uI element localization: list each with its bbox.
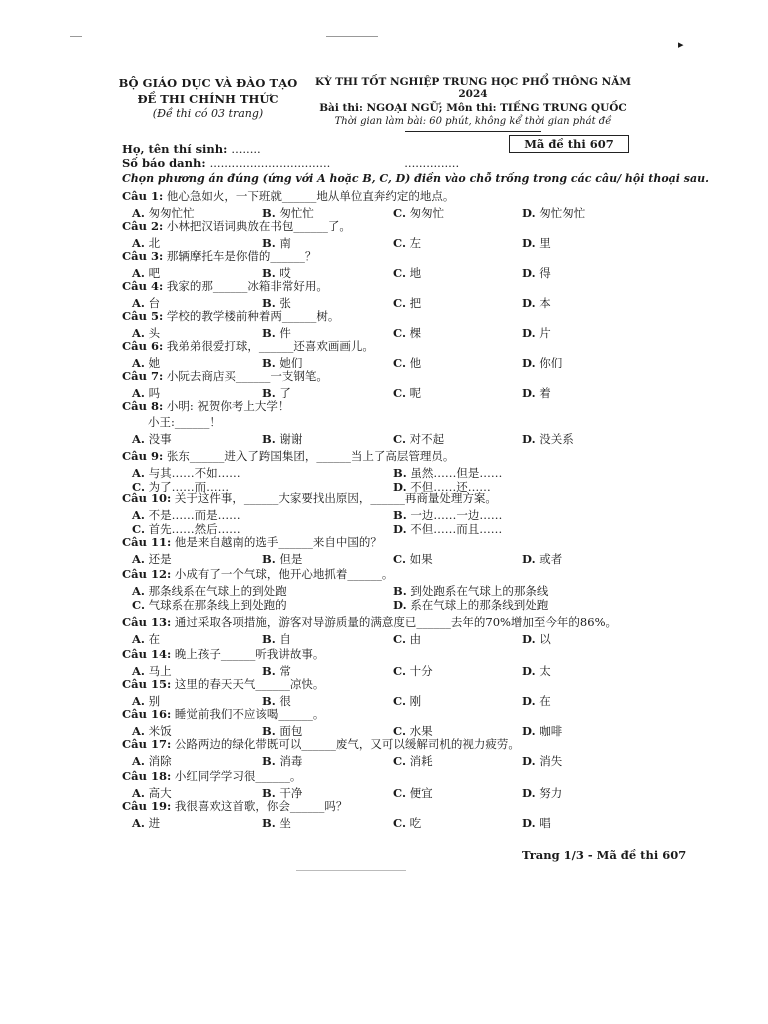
question-text: 小红同学学习很______。 [174, 769, 302, 783]
header-rule [405, 131, 541, 132]
option-letter: D. [522, 754, 536, 768]
question-text-line2: 小王:______！ [148, 415, 221, 429]
option-letter: A. [132, 508, 145, 522]
answer-options [122, 551, 652, 565]
option-letter: B. [262, 326, 276, 340]
option-letter: D. [522, 236, 536, 250]
option-text: 由 [409, 632, 422, 646]
ministry-header [118, 76, 298, 120]
option-text: 你们 [539, 356, 563, 370]
question-text: 小林把汉语词典放在书包______了。 [166, 219, 351, 233]
answer-options [122, 815, 652, 829]
option-letter: B. [262, 386, 276, 400]
option-letter: A. [132, 694, 145, 708]
option-text: 吃 [409, 816, 422, 830]
option-text: 以 [539, 632, 551, 646]
option-letter: C. [393, 754, 406, 768]
option-letter: A. [132, 466, 145, 480]
option-text: 不但……而且…… [410, 522, 503, 536]
option-letter: A. [132, 664, 145, 678]
option-text: 那条线系在气球上的到处跑 [148, 584, 287, 598]
option-text: 系在气球上的那条线到处跑 [410, 598, 549, 612]
option-text: 匆匆忙忙 [148, 206, 195, 220]
option-text: 虽然……但是…… [410, 466, 503, 480]
question-number: Câu 9: [122, 449, 164, 463]
option-letter: A. [132, 266, 145, 280]
option-text: 把 [409, 296, 422, 310]
option-text: 为了……而…… [148, 480, 230, 494]
question-line [122, 768, 652, 784]
option-letter: D. [522, 386, 536, 400]
question-text: 我弟弟很爱打球，______还喜欢画画儿。 [166, 339, 374, 353]
option-text: 气球系在那条线上到处跑的 [148, 598, 287, 612]
option-letter: B. [262, 786, 276, 800]
option-c[interactable] [393, 431, 444, 447]
question-line [122, 798, 652, 814]
question-line [122, 646, 652, 662]
option-c[interactable] [393, 815, 421, 831]
option-letter: D. [522, 296, 536, 310]
question-text: 学校的教学楼前种着两______树。 [166, 309, 340, 323]
pages-note: (Đề thi có 03 trang) [152, 107, 264, 120]
question-item [122, 676, 652, 707]
option-d[interactable] [522, 631, 551, 647]
question-text: 小成有了一个气球，他开心地抓着______。 [174, 567, 394, 581]
exam-header [312, 76, 634, 132]
option-text: 头 [148, 326, 161, 340]
question-text: 通过采取各项措施，游客对导游质量的满意度已______去年的70%增加至今年的86%。 [174, 615, 617, 629]
answer-options [122, 465, 652, 493]
answer-options [122, 753, 652, 767]
question-number: Câu 1: [122, 189, 164, 203]
answer-options [122, 631, 652, 645]
option-letter: C. [393, 552, 406, 566]
question-line [122, 490, 652, 506]
question-number: Câu 15: [122, 677, 172, 691]
option-text: 在 [148, 632, 161, 646]
option-text: 或者 [539, 552, 563, 566]
question-line [122, 218, 652, 234]
option-text: 很 [279, 694, 291, 708]
option-text: 件 [279, 326, 291, 340]
option-letter: A. [132, 432, 145, 446]
option-text: 消失 [539, 754, 563, 768]
option-text: 哎 [279, 266, 291, 280]
option-letter: C. [393, 296, 406, 310]
candidate-extra-field: ............... [404, 156, 460, 170]
option-letter: B. [262, 632, 276, 646]
option-text: 棵 [409, 326, 422, 340]
option-letter: D. [522, 664, 536, 678]
option-a[interactable] [132, 815, 160, 831]
option-text: 他 [409, 356, 422, 370]
option-letter: C. [393, 266, 406, 280]
option-letter: B. [262, 236, 276, 250]
option-letter: B. [262, 432, 276, 446]
option-letter: B. [393, 466, 407, 480]
option-text: 刚 [409, 694, 422, 708]
question-item [122, 490, 652, 535]
option-text: 对不起 [409, 432, 445, 446]
option-b[interactable] [262, 551, 302, 567]
question-item [122, 798, 652, 829]
question-text: 那辆摩托车是你借的______？ [166, 249, 317, 263]
option-letter: B. [262, 694, 276, 708]
option-letter: C. [393, 356, 406, 370]
option-a[interactable] [132, 551, 172, 567]
option-letter: C. [393, 432, 406, 446]
answer-options [122, 265, 652, 279]
scan-corner-mark: ▸ [678, 38, 684, 51]
answer-options [122, 295, 652, 309]
question-line [122, 614, 652, 630]
answer-options [122, 385, 652, 399]
option-text: 谢谢 [279, 432, 303, 446]
option-letter: B. [393, 508, 407, 522]
option-letter: C. [132, 598, 145, 612]
question-number: Câu 4: [122, 279, 164, 293]
answer-options [122, 235, 652, 249]
option-text: 如果 [409, 552, 433, 566]
question-text: 我很喜欢这首歌，你会______吗？ [174, 799, 348, 813]
question-line [122, 566, 652, 582]
option-text: 着 [539, 386, 551, 400]
answer-options [122, 663, 652, 677]
exam-subject: Bài thi: NGOẠI NGỮ; Môn thi: TIẾNG TRUNG QUỐC [319, 102, 627, 114]
option-text: 太 [539, 664, 551, 678]
question-line [122, 398, 652, 414]
option-text: 别 [148, 694, 161, 708]
option-letter: D. [522, 694, 536, 708]
option-text: 与其……不如…… [148, 466, 241, 480]
option-text: 不是……而是…… [148, 508, 241, 522]
option-text: 进 [148, 816, 161, 830]
question-line [122, 308, 652, 324]
option-letter: C. [393, 386, 406, 400]
question-item [122, 646, 652, 677]
answer-options [122, 325, 652, 339]
question-number: Câu 16: [122, 707, 172, 721]
option-b[interactable] [262, 753, 302, 769]
question-line [122, 368, 652, 384]
question-item [122, 534, 652, 565]
question-text: 小阮去商店买______一支钢笔。 [166, 369, 328, 383]
question-number: Câu 12: [122, 567, 172, 581]
option-text: 匆匆忙 [409, 206, 445, 220]
answer-options [122, 205, 652, 219]
option-letter: B. [262, 664, 276, 678]
option-letter: A. [132, 206, 145, 220]
candidate-name-field: ........ [231, 142, 261, 156]
option-text: 消毒 [279, 754, 303, 768]
option-letter: C. [393, 664, 406, 678]
option-letter: A. [132, 326, 145, 340]
option-text: 还是 [148, 552, 172, 566]
option-text: 台 [148, 296, 161, 310]
option-letter: D. [393, 480, 407, 494]
option-text: 北 [148, 236, 161, 250]
option-letter: A. [132, 816, 145, 830]
question-item [122, 566, 652, 611]
option-letter: A. [132, 786, 145, 800]
question-number: Câu 17: [122, 737, 172, 751]
option-text: 里 [539, 236, 551, 250]
question-number: Câu 8: [122, 399, 164, 413]
question-item [122, 706, 652, 737]
question-line [122, 338, 652, 354]
option-letter: D. [393, 598, 407, 612]
option-a[interactable] [132, 753, 172, 769]
question-line [122, 248, 652, 264]
option-text: 在 [539, 694, 551, 708]
option-text: 张 [279, 296, 291, 310]
option-text: 十分 [409, 664, 433, 678]
question-item [122, 768, 652, 799]
option-text: 唱 [539, 816, 551, 830]
option-letter: B. [262, 296, 276, 310]
option-letter: A. [132, 296, 145, 310]
question-item [122, 448, 652, 493]
option-d[interactable] [522, 551, 562, 567]
question-text: 他是来自越南的选手______来自中国的？ [174, 535, 382, 549]
option-letter: C. [393, 326, 406, 340]
option-text: 面包 [279, 724, 303, 738]
question-number: Câu 10: [122, 491, 172, 505]
candidate-name-row [122, 142, 261, 156]
question-item [122, 278, 652, 309]
answer-options [122, 355, 652, 369]
question-text: 张东______进入了跨国集团，______当上了高层管理员。 [166, 449, 455, 463]
option-letter: A. [132, 724, 145, 738]
option-text: 自 [279, 632, 291, 646]
question-text: 这里的春天天气______凉快。 [174, 677, 325, 691]
answer-options [122, 583, 652, 611]
option-letter: C. [393, 724, 406, 738]
exam-title: KỲ THI TỐT NGHIỆP TRUNG HỌC PHỔ THÔNG NĂM 2024 [314, 76, 632, 100]
option-letter: A. [132, 356, 145, 370]
question-number: Câu 18: [122, 769, 172, 783]
question-line [122, 676, 652, 692]
question-item [122, 188, 652, 219]
question-line [122, 278, 652, 294]
question-text: 公路两边的绿化带既可以______废气，又可以缓解司机的视力疲劳。 [174, 737, 520, 751]
question-line [122, 534, 652, 550]
question-line [122, 736, 652, 752]
option-text: 水果 [409, 724, 433, 738]
option-text: 没事 [148, 432, 172, 446]
option-letter: A. [132, 754, 145, 768]
question-text: 睡觉前我们不应该喝______。 [174, 707, 325, 721]
option-text: 努力 [539, 786, 563, 800]
option-c[interactable] [393, 551, 433, 567]
answer-options [122, 785, 652, 799]
option-text: 地 [409, 266, 422, 280]
option-text: 片 [539, 326, 551, 340]
option-a[interactable] [132, 431, 172, 447]
answer-options [122, 507, 652, 535]
question-text: 晚上孩子______听我讲故事。 [174, 647, 325, 661]
ministry-name: BỘ GIÁO DỤC VÀ ĐÀO TẠO [118, 76, 298, 90]
option-letter: C. [132, 522, 145, 536]
option-c[interactable] [393, 631, 421, 647]
option-letter: B. [262, 724, 276, 738]
exam-time: Thời gian làm bài: 60 phút, không kể thời gian phát đề [334, 116, 612, 127]
option-text: 不但……还…… [410, 480, 491, 494]
option-text: 到处跑系在气球上的那条线 [410, 584, 549, 598]
question-item [122, 736, 652, 767]
answer-options [122, 723, 652, 737]
option-letter: D. [522, 432, 536, 446]
option-letter: A. [132, 236, 145, 250]
option-b[interactable] [262, 431, 302, 447]
option-text: 干净 [279, 786, 303, 800]
option-text: 米饭 [148, 724, 172, 738]
option-letter: A. [132, 584, 145, 598]
option-letter: C. [393, 694, 406, 708]
option-letter: A. [132, 552, 145, 566]
option-letter: C. [393, 236, 406, 250]
option-text: 便宜 [409, 786, 433, 800]
candidate-id-field: ................................. [209, 156, 331, 170]
option-letter: B. [262, 552, 276, 566]
option-letter: D. [522, 326, 536, 340]
answer-options [122, 431, 652, 445]
question-number: Câu 6: [122, 339, 164, 353]
option-text: 没关系 [539, 432, 574, 446]
option-text: 消耗 [409, 754, 433, 768]
option-text: 马上 [148, 664, 172, 678]
answer-options [122, 693, 652, 707]
option-letter: C. [393, 206, 406, 220]
question-item [122, 614, 652, 645]
option-text: 常 [279, 664, 291, 678]
candidate-name-label: Họ, tên thí sinh: [122, 142, 228, 156]
question-number: Câu 3: [122, 249, 164, 263]
question-text: 他心急如火，一下班就______地从单位直奔约定的地点。 [166, 189, 455, 203]
option-c[interactable] [393, 753, 433, 769]
question-number: Câu 11: [122, 535, 172, 549]
option-text: 坐 [279, 816, 291, 830]
question-number: Câu 7: [122, 369, 164, 383]
question-line [122, 188, 652, 204]
option-letter: B. [262, 816, 276, 830]
question-text: 关于这件事，______大家要找出原因，______再商量处理方案。 [174, 491, 497, 505]
option-letter: D. [522, 816, 536, 830]
option-text: 了 [279, 386, 291, 400]
option-letter: D. [522, 724, 536, 738]
option-letter: C. [393, 632, 406, 646]
option-letter: C. [393, 816, 406, 830]
option-letter: C. [132, 480, 145, 494]
candidate-id-label: Số báo danh: [122, 156, 206, 170]
question-text: 我家的那______冰箱非常好用。 [166, 279, 328, 293]
option-text: 但是 [279, 552, 303, 566]
instruction: Chọn phương án đúng (ứng với A hoặc B, C, D) điền vào chỗ trống trong các câu/ hội thoại sau. [122, 172, 709, 185]
scan-mark [296, 870, 406, 871]
option-a[interactable] [132, 631, 160, 647]
option-d[interactable] [522, 753, 562, 769]
option-letter: C. [393, 786, 406, 800]
question-line [122, 706, 652, 722]
option-letter: B. [262, 754, 276, 768]
option-c[interactable] [132, 597, 287, 613]
question-item [122, 308, 652, 339]
option-text: 消除 [148, 754, 172, 768]
option-letter: B. [262, 266, 276, 280]
option-text: 匆忙忙 [279, 206, 314, 220]
option-text: 她 [148, 356, 161, 370]
question-number: Câu 13: [122, 615, 172, 629]
option-text: 本 [539, 296, 551, 310]
option-text: 匆忙匆忙 [539, 206, 586, 220]
option-d[interactable] [522, 431, 574, 447]
question-item [122, 218, 652, 249]
option-text: 吧 [148, 266, 161, 280]
option-letter: D. [522, 206, 536, 220]
question-number: Câu 5: [122, 309, 164, 323]
question-number: Câu 2: [122, 219, 164, 233]
exam-code-box: Mã đề thi 607 [509, 135, 629, 153]
option-d[interactable] [522, 815, 551, 831]
option-letter: A. [132, 632, 145, 646]
option-text: 一边……一边…… [410, 508, 503, 522]
option-text: 得 [539, 266, 551, 280]
option-letter: A. [132, 386, 145, 400]
question-text: 小明: 祝贺你考上大学！ [166, 399, 290, 413]
option-text: 呢 [409, 386, 422, 400]
option-text: 南 [279, 236, 291, 250]
option-letter: D. [522, 786, 536, 800]
question-number: Câu 14: [122, 647, 172, 661]
candidate-id-row [122, 156, 459, 170]
option-letter: B. [393, 584, 407, 598]
option-text: 高大 [148, 786, 172, 800]
option-letter: D. [522, 266, 536, 280]
option-letter: D. [393, 522, 407, 536]
option-letter: B. [262, 356, 276, 370]
official-label: ĐỀ THI CHÍNH THỨC [137, 92, 279, 106]
option-d[interactable] [393, 597, 548, 613]
option-letter: D. [522, 356, 536, 370]
question-item [122, 248, 652, 279]
page-footer: Trang 1/3 - Mã đề thi 607 [522, 848, 687, 862]
scan-mark [326, 36, 378, 37]
option-text: 咖啡 [539, 724, 563, 738]
option-text: 首先……然后…… [148, 522, 241, 536]
option-letter: D. [522, 632, 536, 646]
question-item [122, 398, 652, 445]
question-number: Câu 19: [122, 799, 172, 813]
option-text: 吗 [148, 386, 161, 400]
question-item [122, 338, 652, 369]
option-b[interactable] [262, 631, 291, 647]
option-text: 她们 [279, 356, 303, 370]
option-letter: B. [262, 206, 276, 220]
question-item [122, 368, 652, 399]
question-line [122, 448, 652, 464]
option-letter: D. [522, 552, 536, 566]
option-text: 左 [409, 236, 422, 250]
scan-mark [70, 36, 82, 37]
option-b[interactable] [262, 815, 291, 831]
